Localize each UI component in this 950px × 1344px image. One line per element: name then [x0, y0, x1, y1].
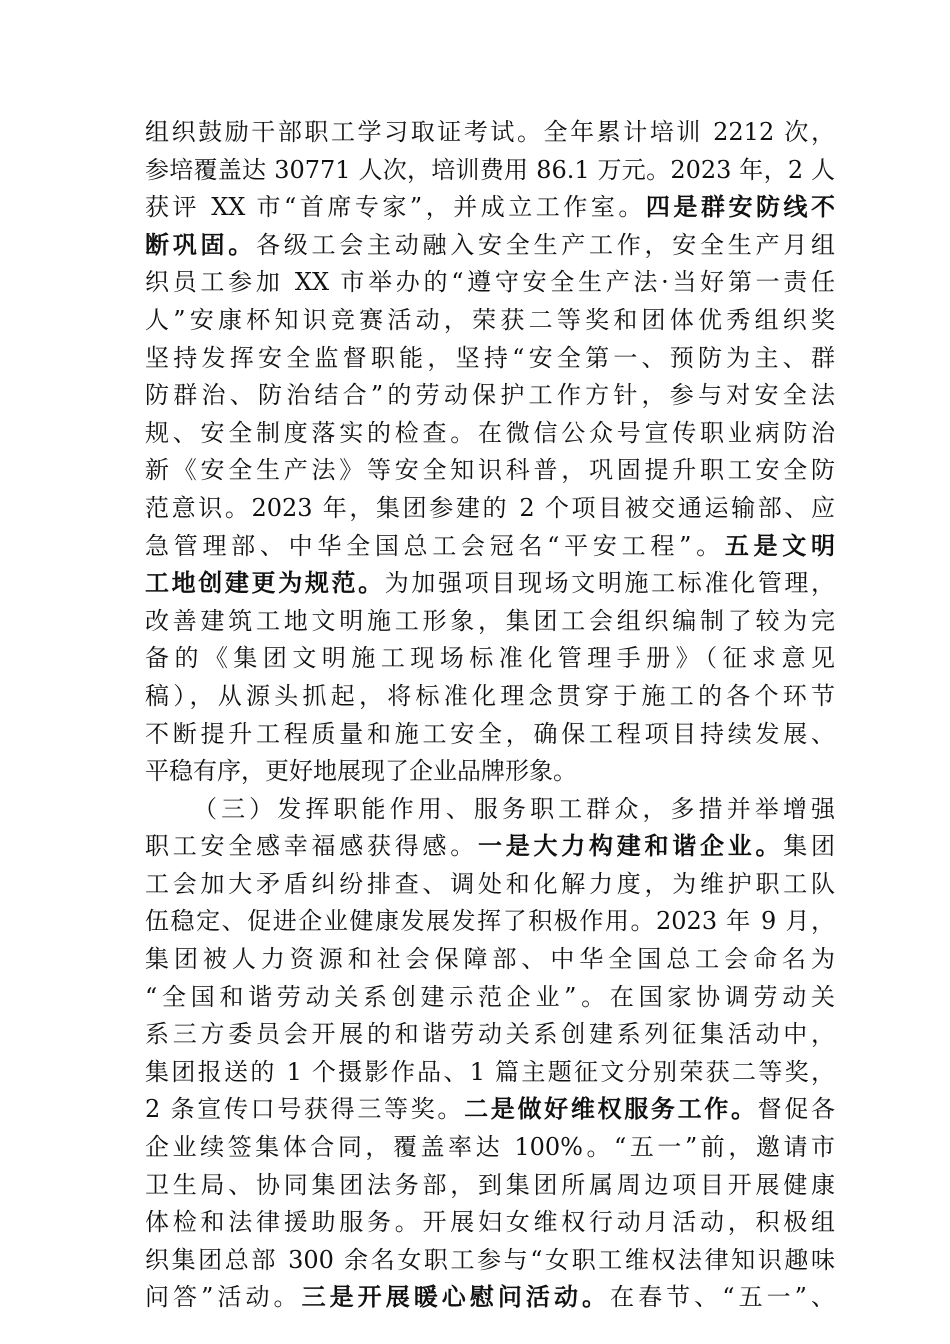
text-line: [145, 753, 835, 791]
text-span: 在春节、“五一”、: [610, 1283, 835, 1312]
text-span: 织员工参加 XX 市举办的“遵守安全生产法·当好第一责任: [145, 268, 835, 297]
text-line: [145, 903, 835, 941]
text-span: 稿），从源头抓起，将标准化理念贯穿于施工的各个环节: [145, 681, 835, 710]
text-span: 集团: [783, 832, 835, 861]
text-line: [145, 941, 835, 979]
bold-heading-span: 三是开展暖心慰问活动。: [301, 1283, 611, 1312]
text-span: 防群治、防治结合”的劳动保护工作方针，参与对安全法: [145, 381, 835, 410]
text-span: 卫生局、协同集团法务部，到集团所属周边项目开展健康: [145, 1170, 835, 1199]
text-line: [145, 1279, 835, 1317]
text-line: [145, 640, 835, 678]
text-line: [145, 264, 835, 302]
text-span: 为加强项目现场文明施工标准化管理，: [384, 569, 836, 598]
text-span: 备的《集团文明施工现场标准化管理手册》（征求意见: [145, 644, 835, 673]
text-line: [145, 1129, 835, 1167]
text-line: [145, 716, 835, 754]
text-span: 体检和法律援助服务。开展妇女维权行动月活动，积极组: [145, 1208, 835, 1237]
text-span: 集团被人力资源和社会保障部、中华全国总工会命名为: [145, 945, 835, 974]
text-line: [145, 1204, 835, 1242]
text-span: 督促各: [757, 1095, 836, 1124]
text-line: [145, 866, 835, 904]
text-line: [145, 490, 835, 528]
text-line: [145, 565, 835, 603]
text-span: 坚持发挥安全监督职能，坚持“安全第一、预防为主、群: [145, 343, 835, 372]
text-span: 参培覆盖达 30771 人次，培训费用 86.1 万元。2023 年，2 人: [145, 155, 835, 184]
text-span: 平稳有序，更好地展现了企业品牌形象。: [145, 757, 577, 786]
text-span: 问答”活动。: [145, 1283, 302, 1312]
text-line: [145, 415, 835, 453]
text-span: 职工安全感幸福感获得感。: [145, 832, 478, 861]
text-span: 织集团总部 300 余名女职工参与“女职工维权法律知识趣味: [145, 1245, 835, 1274]
text-line: [145, 114, 835, 152]
text-span: 人”安康杯知识竞赛活动，荣获二等奖和团体优秀组织奖: [145, 305, 835, 334]
bold-heading-span: 二是做好维权服务工作。: [464, 1095, 758, 1124]
text-span: 新《安全生产法》等安全知识科普，巩固提升职工安全防: [145, 456, 835, 485]
text-span: “全国和谐劳动关系创建示范企业”。在国家协调劳动关: [145, 982, 835, 1011]
text-line: [145, 828, 835, 866]
text-span: 各级工会主动融入安全生产工作，安全生产月组: [256, 230, 835, 259]
text-line: [145, 1167, 835, 1205]
text-span: 工会加大矛盾纠纷排查、调处和化解力度，为维护职工队: [145, 869, 835, 898]
text-span: 组织鼓励干部职工学习取证考试。全年累计培训 2212 次，: [145, 118, 835, 146]
text-line: [145, 302, 835, 340]
bold-heading-span: 一是大力构建和谐企业。: [478, 832, 784, 861]
document-body: [145, 114, 835, 1317]
text-span: （三）发挥职能作用、服务职工群众，多措并举增强: [193, 794, 835, 823]
bold-heading-span: 五是文明: [724, 531, 835, 560]
text-span: 改善建筑工地文明施工形象，集团工会组织编制了较为完: [145, 606, 835, 635]
text-span: 伍稳定、促进企业健康发展发挥了积极作用。2023 年 9 月，: [145, 907, 835, 936]
text-line: [145, 227, 835, 265]
text-span: 企业续签集体合同，覆盖率达 100%。“五一”前，邀请市: [145, 1133, 835, 1162]
section-heading-line: [145, 791, 835, 829]
text-line: [145, 1016, 835, 1054]
text-line: [145, 377, 835, 415]
text-line: [145, 979, 835, 1017]
text-line: [145, 152, 835, 190]
text-span: 系三方委员会开展的和谐劳动关系创建系列征集活动中，: [145, 1020, 835, 1049]
text-span: 2 条宣传口号获得三等奖。: [145, 1095, 465, 1124]
text-line: [145, 340, 835, 378]
text-line: [145, 678, 835, 716]
text-line: [145, 603, 835, 641]
text-line: [145, 528, 835, 566]
text-span: 集团报送的 1 个摄影作品、1 篇主题征文分别荣获二等奖，: [145, 1057, 835, 1086]
text-line: [145, 1091, 835, 1129]
text-line: [145, 1242, 835, 1280]
text-span: 规、安全制度落实的检查。在微信公众号宣传职业病防治: [145, 418, 835, 447]
bold-heading-span: 断巩固。: [145, 230, 256, 259]
text-span: 范意识。2023 年，集团参建的 2 个项目被交通运输部、应: [145, 493, 835, 522]
text-span: 不断提升工程质量和施工安全，确保工程项目持续发展、: [145, 719, 835, 748]
text-line: [145, 452, 835, 490]
text-span: 急管理部、中华全国总工会冠名“平安工程”。: [145, 531, 725, 560]
bold-heading-span: 四是群安防线不: [645, 193, 836, 222]
bold-heading-span: 工地创建更为规范。: [145, 569, 385, 598]
text-line: [145, 1054, 835, 1092]
text-span: 获评 XX 市“首席专家”，并成立工作室。: [145, 193, 646, 222]
text-line: [145, 189, 835, 227]
